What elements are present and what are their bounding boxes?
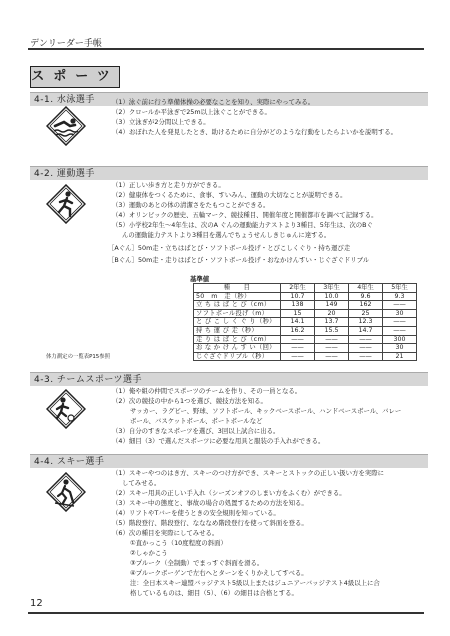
table-cell: 13.7 bbox=[315, 318, 349, 327]
header-rule bbox=[28, 48, 424, 50]
list-item: （1）泳ぐ前に行う準備体操の必要なことを知り、実際にやってみる。 bbox=[112, 98, 315, 106]
table-cell: ソフトボール投げ（m） bbox=[194, 309, 281, 318]
table-cell: —— bbox=[383, 318, 417, 327]
table-cell: 162 bbox=[349, 301, 383, 310]
skier-icon bbox=[46, 472, 86, 512]
list-item: （4）オリンピックの歴史、五輪マーク、競技種目、開催年度と開催都市を調べて記録する。 bbox=[112, 211, 378, 219]
table-header-cell: 種 目 bbox=[194, 284, 281, 293]
course-b: ［Bぐん］50m走・走りはばとび・ソフトボール投げ・おなかけんすい・じぐざぐドリブル bbox=[108, 256, 370, 264]
list-item: サッカー、ラグビー、野球、ソフトボール、キックベースボール、ハンドベースボール、バレー bbox=[130, 407, 402, 415]
table-row bbox=[194, 335, 417, 344]
section-items-team-sports bbox=[112, 386, 432, 446]
table-cell: 9.3 bbox=[383, 292, 417, 301]
list-item: （1）正しい歩き方と走り方ができる。 bbox=[112, 181, 225, 189]
swimmer-icon bbox=[46, 106, 86, 146]
course-a: ［Aぐん］50m走・立ちはばとび・ソフトボール投げ・とびこしくぐり・持ち運び走 bbox=[108, 244, 351, 252]
table-cell: —— bbox=[315, 344, 349, 353]
section-heading-skiing: 4-4. スキー選手 bbox=[30, 454, 428, 468]
section-items-athletics bbox=[112, 180, 432, 240]
table-cell: 30 bbox=[383, 309, 417, 318]
table-row bbox=[194, 326, 417, 335]
section-items-swimming bbox=[112, 97, 432, 137]
section-items-skiing bbox=[112, 468, 432, 598]
table-cell: 走 り は ば と び（cm） bbox=[194, 335, 281, 344]
table-header-cell: 2年生 bbox=[281, 284, 315, 293]
table-cell: —— bbox=[315, 335, 349, 344]
table-cell: —— bbox=[281, 335, 315, 344]
table-header-row bbox=[194, 284, 417, 293]
reference-note: 体力測定の一覧表P15参照 bbox=[46, 354, 111, 360]
table-cell: お な か け ん す い（回） bbox=[194, 344, 281, 353]
table-cell: 25 bbox=[349, 309, 383, 318]
table-header-cell: 5年生 bbox=[383, 284, 417, 293]
table-cell: 立 ち は ば と び（cm） bbox=[194, 301, 281, 310]
list-item: （5）階段登行、階段登行、なななめ階段登行を使って斜面を登る。 bbox=[112, 519, 308, 527]
list-item: （3）運動のあとの体の清潔さをたもつことができる。 bbox=[112, 201, 270, 209]
table-cell: —— bbox=[315, 352, 349, 361]
table-cell: 10.7 bbox=[281, 292, 315, 301]
list-item: （5）小学校2年生～4年生は、次のA ぐんの運動能力テストより3種目、5年生は、次のBぐ bbox=[112, 221, 373, 229]
list-item: （3）スキー中の態度と、事故の場合の処置するための方法を知る。 bbox=[112, 499, 308, 507]
main-title: スポーツ bbox=[30, 66, 120, 88]
table-cell: —— bbox=[383, 326, 417, 335]
list-item: ①直かっこう（10度程度の斜面） bbox=[130, 539, 227, 547]
table-cell: と び こ し く ぐ り（秒） bbox=[194, 318, 281, 327]
list-item: ③プルーク（全制動）でまっすぐ斜面を滑る。 bbox=[130, 559, 264, 567]
table-cell: 21 bbox=[383, 352, 417, 361]
table-cell: 持 ち 運 び 走（秒） bbox=[194, 326, 281, 335]
list-item: ④プルークボーゲンで左右へとターンをくりかえしてすべる。 bbox=[130, 569, 308, 577]
list-item: （4）細目（3）で選んだスポーツに必要な用具と服装の手入れができる。 bbox=[112, 437, 325, 445]
list-item: （4）リフトやTバーを使うときの安全規則を知っている。 bbox=[112, 509, 280, 517]
table-cell: 149 bbox=[315, 301, 349, 310]
footer-rule bbox=[28, 612, 424, 614]
table-row bbox=[194, 352, 417, 361]
table-cell: 50 m 走（秒） bbox=[194, 292, 281, 301]
page-number: 12 bbox=[30, 598, 43, 609]
table-cell: —— bbox=[349, 352, 383, 361]
list-item: 格しているものは、細目（5）、（6）の細目は合格とする。 bbox=[130, 589, 298, 597]
table-cell: 15 bbox=[281, 309, 315, 318]
list-item: （2）クロールか平泳ぎで25m以上泳ぐことができる。 bbox=[112, 108, 271, 116]
table-cell: 138 bbox=[281, 301, 315, 310]
table-row bbox=[194, 318, 417, 327]
table-header-cell: 3年生 bbox=[315, 284, 349, 293]
list-item: んの運動能力テストより3種目を選んでちょうせんしきじゅんに達する。 bbox=[122, 231, 331, 239]
table-cell: —— bbox=[383, 301, 417, 310]
table-cell: 30 bbox=[383, 344, 417, 353]
table-cell: 16.2 bbox=[281, 326, 315, 335]
table-row bbox=[194, 301, 417, 310]
header-title: デンリーダー手帳 bbox=[30, 39, 102, 49]
table-cell: 15.5 bbox=[315, 326, 349, 335]
table-cell: —— bbox=[281, 344, 315, 353]
table-row bbox=[194, 292, 417, 301]
section-heading-swimming: 4-1. 水泳選手 bbox=[30, 92, 428, 106]
list-item: （2）次の競技の中から1つを選び、競技方法を知る。 bbox=[112, 397, 267, 405]
section-heading-athletics: 4-2. 運動選手 bbox=[30, 166, 428, 180]
standards-label: 基準値 bbox=[190, 275, 210, 283]
list-item: （4）おぼれた人を発見したとき、助けるために自分がどのような行動をしたらよいかを説明する。 bbox=[112, 128, 397, 136]
table-cell: 10.0 bbox=[315, 292, 349, 301]
list-item: ②しゃかこう bbox=[130, 549, 168, 557]
table-row bbox=[194, 344, 417, 353]
table-header-cell: 4年生 bbox=[349, 284, 383, 293]
list-item: （1）俺や組の仲間でスポーツのチームを作り、その一員となる。 bbox=[112, 387, 302, 395]
list-item: ボール、バスケットボール、ポートボールなど bbox=[130, 417, 263, 425]
list-item: （2）スキー用具の正しい手入れ（シーズンオフのしまい方をふくむ）ができる。 bbox=[112, 489, 346, 497]
standards-table bbox=[193, 283, 417, 361]
section-heading-team-sports: 4-3. チームスポーツ選手 bbox=[30, 372, 428, 386]
list-item: 注：全日本スキー連盟バッジテスト5級以上またはジュニアーバッジテスト4級以上に合 bbox=[130, 579, 380, 587]
list-item: （6）次の種目を実際にしてみせる。 bbox=[112, 529, 219, 537]
list-item: してみせる。 bbox=[122, 479, 161, 487]
table-cell: —— bbox=[349, 344, 383, 353]
list-item: （3）自分のすきなスポーツを選び、3回以上試合に出る。 bbox=[112, 427, 280, 435]
table-cell: 9.6 bbox=[349, 292, 383, 301]
table-cell: —— bbox=[349, 335, 383, 344]
table-cell: 14.1 bbox=[281, 318, 315, 327]
table-cell: —— bbox=[281, 352, 315, 361]
table-cell: 300 bbox=[383, 335, 417, 344]
table-cell: じぐざぐドリブル（秒） bbox=[194, 352, 281, 361]
table-cell: 20 bbox=[315, 309, 349, 318]
list-item: （1）スキーやつのはき方、スキーのつけ方ができ、スキーとストックの正しい扱い方を実際に bbox=[112, 469, 385, 477]
runner-icon bbox=[46, 184, 86, 224]
list-item: （3）立泳ぎが2分間以上できる。 bbox=[112, 118, 210, 126]
team-sports-icon bbox=[46, 389, 86, 429]
table-row bbox=[194, 309, 417, 318]
table-cell: 12.3 bbox=[349, 318, 383, 327]
table-cell: 14.7 bbox=[349, 326, 383, 335]
list-item: （2）健康体をつくるために、食事、すいみん、運動の大切なことが説明できる。 bbox=[112, 191, 347, 199]
